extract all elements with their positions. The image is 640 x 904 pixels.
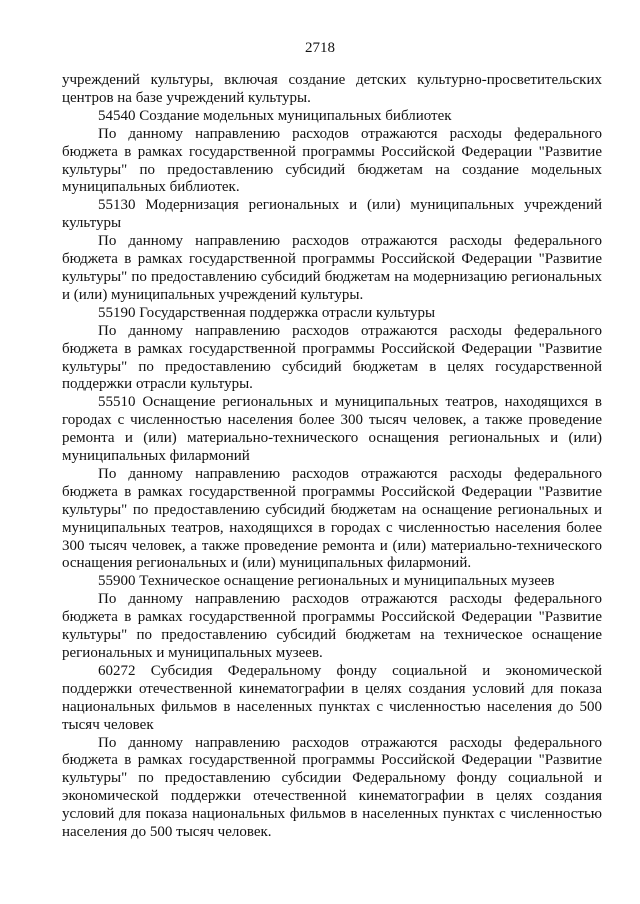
paragraph-60272: По данному направлению расходов отражаются расходы федерального бюджета в рамках государственной программы Российской Федерации "Развитие культуры" по предоставлению субсидии Федеральному фонду социальной и экономической поддержки отечественной кинематографии в целях создания условий для показа национальных фильмов в населенных пунктах с численностью населения до 500 тысяч человек.	[62, 734, 602, 841]
section-heading-55190: 55190 Государственная поддержка отрасли культуры	[98, 304, 436, 321]
section-heading-55130: 55130 Модернизация региональных и (или) муниципальных учреждений культуры	[62, 197, 602, 232]
paragraph-54540: По данному направлению расходов отражаются расходы федерального бюджета в рамках государственной программы Российской Федерации "Развитие культуры" по предоставлению субсидий бюджетам на создание модельных муниципальных библиотек.	[62, 125, 602, 196]
paragraph-55510: По данному направлению расходов отражаются расходы федерального бюджета в рамках государственной программы Российской Федерации "Развитие культуры" по предоставлению субсидий бюджетам на оснащение региональных и муниципальных театров, находящихся в городах с численностью населения более 300 тысяч человек, а также проведение ремонта и (или) материально-технического оснащения региональных и (или) муниципальных филармоний.	[62, 465, 602, 572]
section-heading-54540: 54540 Создание модельных муниципальных библиотек	[98, 107, 452, 124]
document-body	[62, 72, 602, 842]
paragraph-55900: По данному направлению расходов отражаются расходы федерального бюджета в рамках государственной программы Российской Федерации "Развитие культуры" по предоставлению субсидий бюджетам на техническое оснащение региональных и муниципальных музеев.	[62, 591, 602, 661]
paragraph-55190: По данному направлению расходов отражаются расходы федерального бюджета в рамках государственной программы Российской Федерации "Развитие культуры" по предоставлению субсидий бюджетам в целях государственной поддержки отрасли культуры.	[62, 322, 602, 393]
page-number: 2718	[305, 40, 335, 56]
paragraph-continuation: учреждений культуры, включая создание детских культурно-просветительских центров на базе учреждений культуры.	[62, 72, 602, 106]
section-heading-60272: 60272 Субсидия Федеральному фонду социальной и экономической поддержки отечественной кинематографии в целях создания условий для показа национальных фильмов в населенных пунктах с численностью населения до 500 тысяч человек	[62, 662, 602, 733]
paragraph-55130: По данному направлению расходов отражаются расходы федерального бюджета в рамках государственной программы Российской Федерации "Развитие культуры" по предоставлению субсидий бюджетам на модернизацию региональных и (или) муниципальных учреждений культуры.	[62, 233, 602, 303]
section-heading-55900: 55900 Техническое оснащение региональных и муниципальных музеев	[98, 573, 555, 590]
section-heading-55510: 55510 Оснащение региональных и муниципальных театров, находящихся в городах с численностью населения более 300 тысяч человек, а также проведение ремонта и (или) материально-технического оснащения региональных и (или) муниципальных филармоний	[62, 394, 602, 465]
